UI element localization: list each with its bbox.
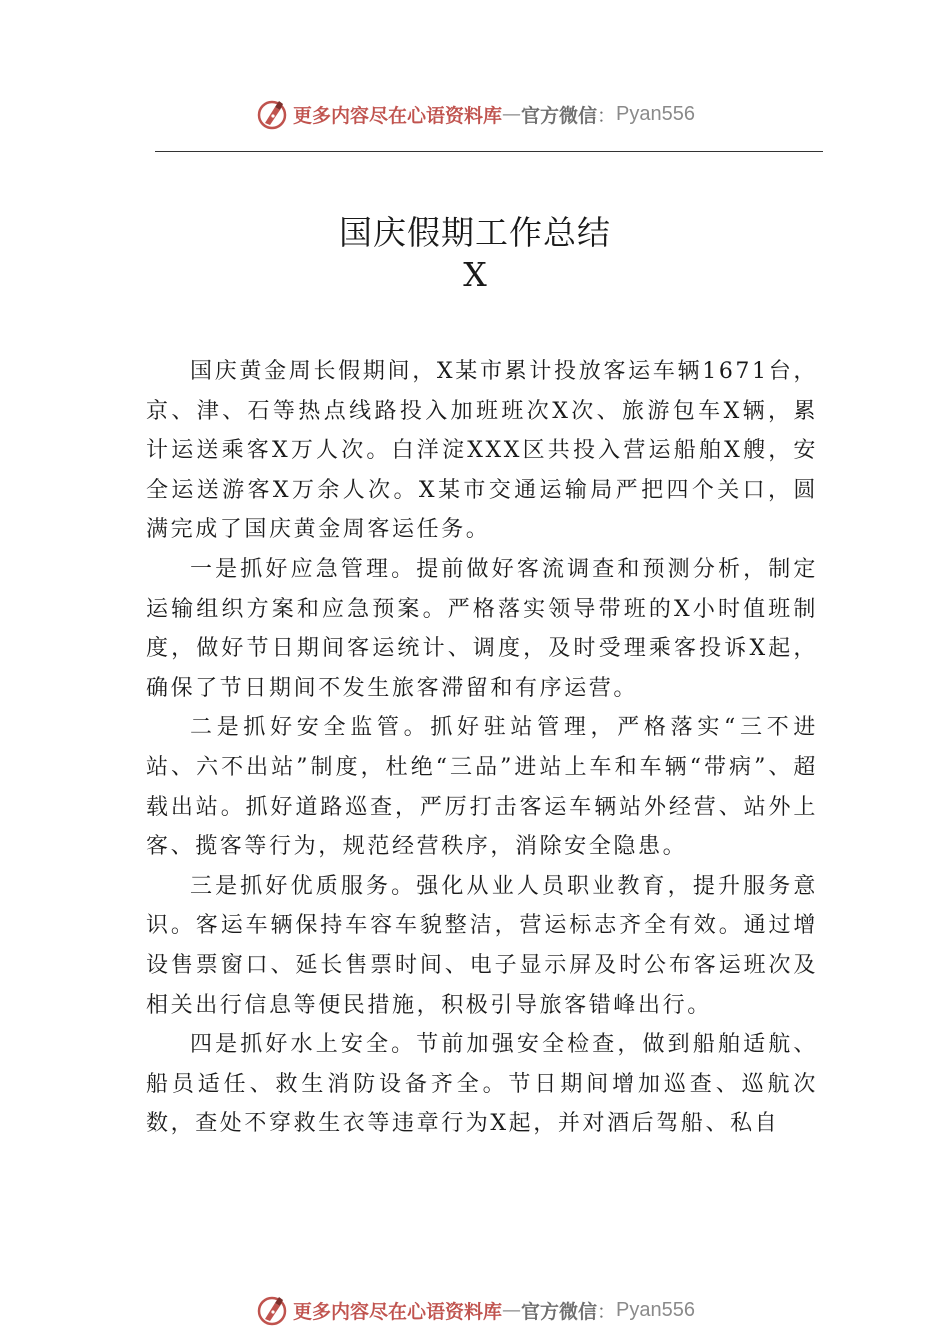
promo-text: 更多内容尽在心语资料库: [292, 1300, 502, 1323]
paragraph: 三是抓好优质服务。强化从业人员职业教育，提升服务意识。客运车辆保持车容车貌整洁，营运标志齐全有效。通过增设售票窗口、延长售票时间、电子显示屏及时公布客运班次及相关出行信息等便民措施，积极引导旅客错峰出行。: [146, 873, 818, 1018]
document-title: 国庆假期工作总结: [339, 213, 611, 252]
paragraph: 二是抓好安全监管。抓好驻站管理，严格落实“三不进站、六不出站”制度，杜绝“三品”进站上车和车辆“带病”、超载出站。抓好道路巡查，严厉打击客运车辆站外经营、站外上客、揽客等行为，规范经营秩序，消除安全隐患。: [146, 715, 818, 860]
banner-separator: —: [502, 1299, 521, 1321]
wechat-label: 官方微信: [521, 1300, 598, 1323]
promo-text: 更多内容尽在心语资料库: [292, 104, 502, 127]
pen-nib-logo-icon: [255, 97, 289, 131]
document-body: [146, 352, 818, 1144]
header-divider: [155, 151, 823, 152]
wechat-account: Pyan556: [616, 102, 695, 125]
banner-colon: ：: [597, 104, 617, 127]
paragraph: 四是抓好水上安全。节前加强安全检查，做到船舶适航、船员适任、救生消防设备齐全。节日期间增加巡查、巡航次数，查处不穿救生衣等违章行为X起，并对酒后驾船、私自: [146, 1032, 818, 1137]
paragraph: 国庆黄金周长假期间，X某市累计投放客运车辆1671台，京、津、石等热点线路投入加班班次X次、旅游包车X辆，累计运送乘客X万人次。白洋淀XXX区共投入营运船舶X艘，安全运送游客X万余人次。X某市交通运输局严把四个关口，圆满完成了国庆黄金周客运任务。: [146, 359, 818, 543]
pen-nib-logo-icon: [255, 1293, 289, 1327]
wechat-account: Pyan556: [616, 1298, 695, 1321]
header-banner: [0, 94, 950, 134]
document-subtitle: X: [463, 255, 487, 294]
banner-separator: —: [502, 103, 521, 125]
footer-banner: [0, 1290, 950, 1330]
paragraph: 一是抓好应急管理。提前做好客流调查和预测分析，制定运输组织方案和应急预案。严格落实领导带班的X小时值班制度，做好节日期间客运统计、调度，及时受理乘客投诉X起，确保了节日期间不发生旅客滞留和有序运营。: [146, 556, 818, 701]
wechat-label: 官方微信: [521, 104, 598, 127]
banner-colon: ：: [597, 1300, 617, 1323]
